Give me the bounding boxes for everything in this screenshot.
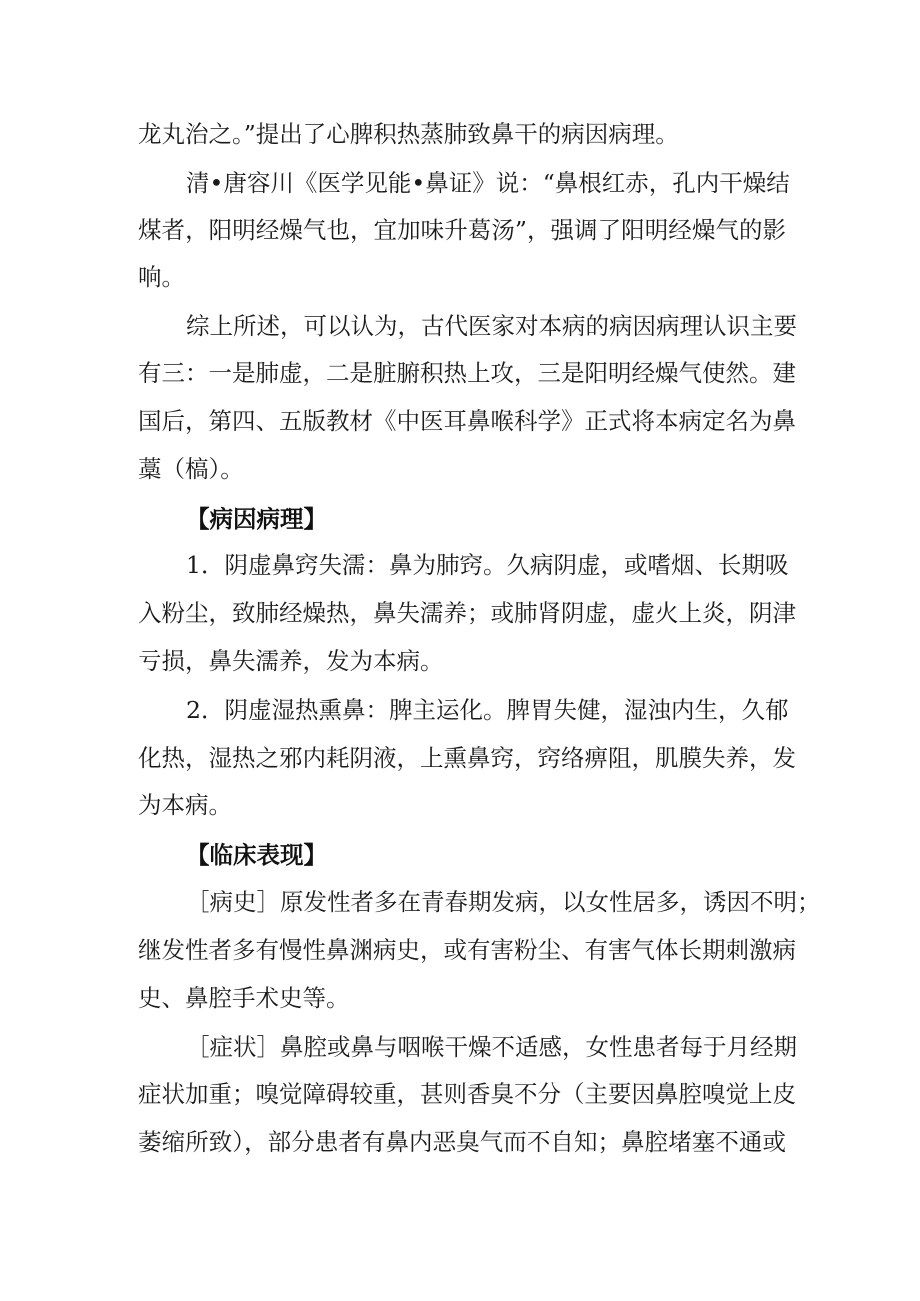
- paragraph-line: 1．阴虚鼻窍失濡：鼻为肺窍。久病阴虚，或嗜烟、长期吸: [186, 551, 789, 579]
- paragraph-line: 亏损，鼻失濡养，发为本病。: [138, 647, 444, 675]
- paragraph-line: 藁（槁）。: [138, 455, 244, 483]
- paragraph-line: 国后，第四、五版教材《中医耳鼻喉科学》正式将本病定名为鼻: [138, 407, 796, 435]
- paragraph-line: 症状加重；嗅觉障碍较重，甚则香臭不分（主要因鼻腔嗅觉上皮: [138, 1080, 796, 1108]
- section-heading-etiology: 【病因病理】: [186, 505, 327, 533]
- paragraph-line: 清•唐容川《医学见能•鼻证》说：“鼻根红赤，孔内干燥结: [186, 169, 790, 197]
- paragraph-line: 龙丸治之。”提出了心脾积热蒸肺致鼻干的病因病理。: [138, 120, 679, 148]
- paragraph-line: 煤者，阳明经燥气也，宜加味升葛汤”，强调了阳明经燥气的影: [138, 216, 786, 244]
- paragraph-line: 2．阴虚湿热熏鼻：脾主运化。脾胃失健，湿浊内生，久郁: [186, 696, 789, 724]
- paragraph-line: ［病史］原发性者多在青春期发病，以女性居多，诱因不明；: [186, 888, 821, 916]
- paragraph-line: 入粉尘，致肺经燥热，鼻失濡养；或肺肾阴虚，虚火上炎，阴津: [138, 599, 796, 627]
- paragraph-line: 为本病。: [138, 791, 232, 819]
- section-heading-clinical: 【临床表现】: [186, 841, 327, 869]
- paragraph-line: 史、鼻腔手术史等。: [138, 984, 350, 1012]
- paragraph-line: ［症状］鼻腔或鼻与咽喉干燥不适感，女性患者每于月经期: [186, 1033, 797, 1061]
- paragraph-line: 综上所述，可以认为，古代医家对本病的病因病理认识主要: [186, 312, 797, 340]
- paragraph-line: 继发性者多有慢性鼻渊病史，或有害粉尘、有害气体长期刺激病: [138, 936, 796, 964]
- paragraph-line: 有三：一是肺虚，二是脏腑积热上攻，三是阳明经燥气使然。建: [138, 359, 796, 387]
- paragraph-line: 化热，湿热之邪内耗阴液，上熏鼻窍，窍络痹阻，肌膜失养，发: [138, 744, 796, 772]
- paragraph-line: 萎缩所致），部分患者有鼻内恶臭气而不自知；鼻腔堵塞不通或: [138, 1128, 786, 1156]
- paragraph-line: 响。: [138, 263, 185, 291]
